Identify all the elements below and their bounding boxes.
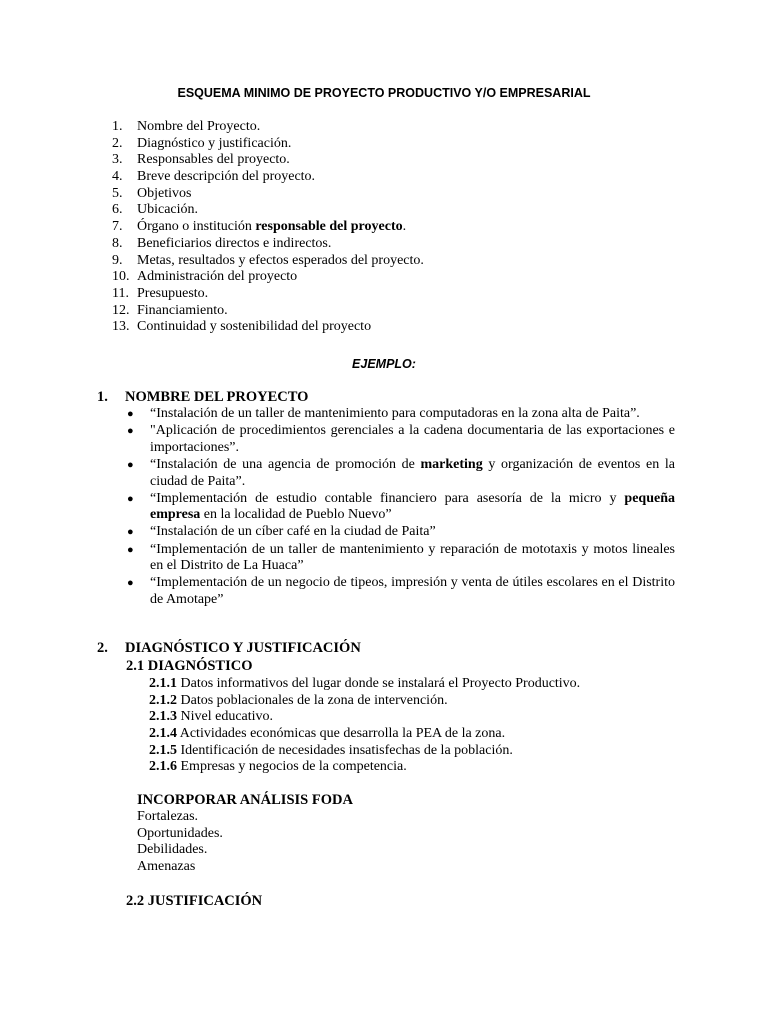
foda-item: Oportunidades. bbox=[137, 825, 223, 841]
subsection-2-2-heading: 2.2 JUSTIFICACIÓN bbox=[126, 893, 263, 909]
bullet-text bbox=[150, 423, 675, 455]
text-run: Financiamiento. bbox=[137, 302, 228, 318]
diagnosis-item-code: 2.1.1 bbox=[149, 676, 177, 691]
outline-item-number: 8. bbox=[112, 235, 123, 251]
bullet-text bbox=[150, 406, 640, 421]
diagnosis-item bbox=[149, 726, 580, 743]
outline-item-text bbox=[137, 236, 331, 253]
foda-list bbox=[137, 809, 223, 876]
outline-item-text bbox=[137, 136, 291, 153]
diagnosis-item bbox=[149, 693, 580, 710]
outline-item-text bbox=[137, 286, 208, 303]
foda-item: Debilidades. bbox=[137, 842, 208, 858]
text-run: Objetivos bbox=[137, 185, 192, 201]
foda-item: Amenazas bbox=[137, 859, 196, 875]
diagnosis-item bbox=[149, 743, 580, 760]
diagnosis-item-code: 2.1.2 bbox=[149, 692, 177, 708]
bullet-icon: ● bbox=[127, 526, 134, 539]
outline-item-text bbox=[137, 119, 260, 136]
example-label: EJEMPLO: bbox=[352, 357, 416, 371]
example-bullet bbox=[125, 406, 675, 423]
outline-item-text bbox=[137, 319, 371, 336]
bullet-text bbox=[150, 457, 675, 489]
outline-item-text bbox=[137, 202, 198, 219]
text-run: Beneficiarios directos e indirectos. bbox=[137, 235, 332, 251]
diagnosis-item-code: 2.1.6 bbox=[149, 759, 177, 775]
foda-item: Fortalezas. bbox=[137, 809, 199, 824]
text-run: “Instalación de una agencia de promoción de bbox=[150, 456, 421, 472]
outline-item-number: 6. bbox=[112, 202, 123, 218]
outline-item-number: 3. bbox=[112, 152, 123, 168]
text-run: "Aplicación de procedimientos gerenciales a la cadena documentaria de las exportaciones e importaciones”. bbox=[150, 423, 675, 455]
section-2-title: DIAGNÓSTICO Y JUSTIFICACIÓN bbox=[125, 640, 361, 656]
text-run: Presupuesto. bbox=[137, 285, 209, 301]
bullet-text bbox=[150, 575, 675, 607]
bold-text: pequeña empresa bbox=[150, 490, 675, 523]
outline-item-number: 5. bbox=[112, 185, 123, 201]
text-run: Diagnóstico y justificación. bbox=[137, 135, 292, 151]
diagnosis-item-text: Empresas y negocios de la competencia. bbox=[177, 759, 407, 775]
foda-heading: INCORPORAR ANÁLISIS FODA bbox=[137, 792, 353, 808]
text-run: Breve descripción del proyecto. bbox=[137, 169, 316, 185]
text-run: “Implementación de estudio contable financiero para asesoría de la micro y bbox=[150, 490, 625, 506]
bullet-text bbox=[150, 542, 675, 574]
text-run: “Implementación de un taller de mantenimiento y reparación de mototaxis y motos lineales en el Distrito de La Huaca” bbox=[150, 541, 675, 574]
outline-item-number: 10. bbox=[112, 269, 130, 285]
diagnosis-item-text: Identificación de necesidades insatisfechas de la población. bbox=[177, 742, 513, 758]
bullet-icon: ● bbox=[127, 458, 134, 471]
text-run: Ubicación. bbox=[137, 202, 199, 218]
section-2-number: 2. bbox=[97, 640, 108, 656]
outline-item-number: 12. bbox=[112, 302, 130, 318]
bullet-icon: ● bbox=[127, 543, 134, 556]
example-bullet bbox=[125, 491, 675, 524]
text-run: Administración del proyecto bbox=[137, 269, 298, 285]
example-bullet bbox=[125, 542, 675, 575]
outline-item-text bbox=[137, 269, 297, 286]
example-bullet bbox=[125, 457, 675, 490]
diagnosis-item-text: Nivel educativo. bbox=[177, 709, 274, 725]
diagnosis-item-text: Datos poblacionales de la zona de intervención. bbox=[177, 692, 448, 708]
text-run: “Instalación de un cíber café en la ciudad de Paita” bbox=[150, 524, 436, 540]
outline-item-number: 1. bbox=[112, 119, 123, 134]
outline-item-text bbox=[137, 219, 406, 236]
subsection-2-1-heading: 2.1 DIAGNÓSTICO bbox=[126, 658, 253, 674]
bold-text: marketing bbox=[420, 456, 483, 472]
document-title: ESQUEMA MINIMO DE PROYECTO PRODUCTIVO Y/O EMPRESARIAL bbox=[177, 86, 591, 100]
text-run: Continuidad y sostenibilidad del proyecto bbox=[137, 319, 372, 335]
outline-item-number: 2. bbox=[112, 135, 123, 151]
text-run: Nombre del Proyecto. bbox=[137, 119, 261, 134]
text-run: en la localidad de Pueblo Nuevo” bbox=[200, 507, 392, 523]
bullet-icon: ● bbox=[127, 577, 134, 590]
outline-item-text bbox=[137, 169, 315, 186]
text-run: “Implementación de un negocio de tipeos, impresión y venta de útiles escolares en el Distrito de Amotape” bbox=[150, 575, 675, 608]
diagnosis-item bbox=[149, 709, 580, 726]
section-1-number: 1. bbox=[97, 389, 108, 405]
outline-item-number: 11. bbox=[112, 285, 129, 301]
outline-item-number: 13. bbox=[112, 319, 130, 335]
outline-item-number: 7. bbox=[112, 219, 123, 235]
bullet-text bbox=[150, 524, 436, 539]
text-run: Responsables del proyecto. bbox=[137, 152, 290, 168]
project-name-examples bbox=[125, 406, 675, 609]
bullet-icon: ● bbox=[127, 408, 134, 420]
bullet-icon: ● bbox=[127, 425, 134, 438]
diagnosis-item-text: Actividades económicas que desarrolla la PEA de la zona. bbox=[177, 726, 506, 742]
outline-item-number: 4. bbox=[112, 169, 123, 185]
section-2-heading bbox=[97, 640, 361, 657]
diagnosis-item bbox=[149, 676, 580, 693]
text-run: . bbox=[402, 219, 407, 235]
outline-item-text bbox=[137, 186, 191, 203]
example-bullet bbox=[125, 575, 675, 608]
outline-item-text bbox=[137, 303, 228, 320]
diagnosis-items bbox=[149, 676, 580, 776]
section-1-heading bbox=[97, 389, 308, 406]
text-run: “Instalación de un taller de mantenimiento para computadoras en la zona alta de Paita”. bbox=[150, 406, 640, 421]
example-bullet bbox=[125, 524, 675, 541]
diagnosis-item bbox=[149, 759, 580, 776]
text-run: y organización de eventos en la ciudad de Paita”. bbox=[150, 456, 676, 489]
text-run: Metas, resultados y efectos esperados del proyecto. bbox=[137, 252, 424, 268]
section-1-title: NOMBRE DEL PROYECTO bbox=[125, 389, 309, 405]
diagnosis-item-code: 2.1.4 bbox=[149, 726, 177, 742]
diagnosis-item-text: Datos informativos del lugar donde se instalará el Proyecto Productivo. bbox=[177, 676, 581, 691]
outline-item-number: 9. bbox=[112, 252, 123, 268]
outline-item-text bbox=[137, 152, 290, 169]
bullet-text bbox=[150, 491, 675, 523]
text-run: Órgano o institución bbox=[137, 219, 256, 235]
diagnosis-item-code: 2.1.5 bbox=[149, 742, 177, 758]
bold-text: responsable del proyecto bbox=[255, 219, 403, 235]
bullet-icon: ● bbox=[127, 492, 134, 505]
outline-item-text bbox=[137, 253, 424, 270]
diagnosis-item-code: 2.1.3 bbox=[149, 709, 177, 725]
example-bullet bbox=[125, 423, 675, 456]
